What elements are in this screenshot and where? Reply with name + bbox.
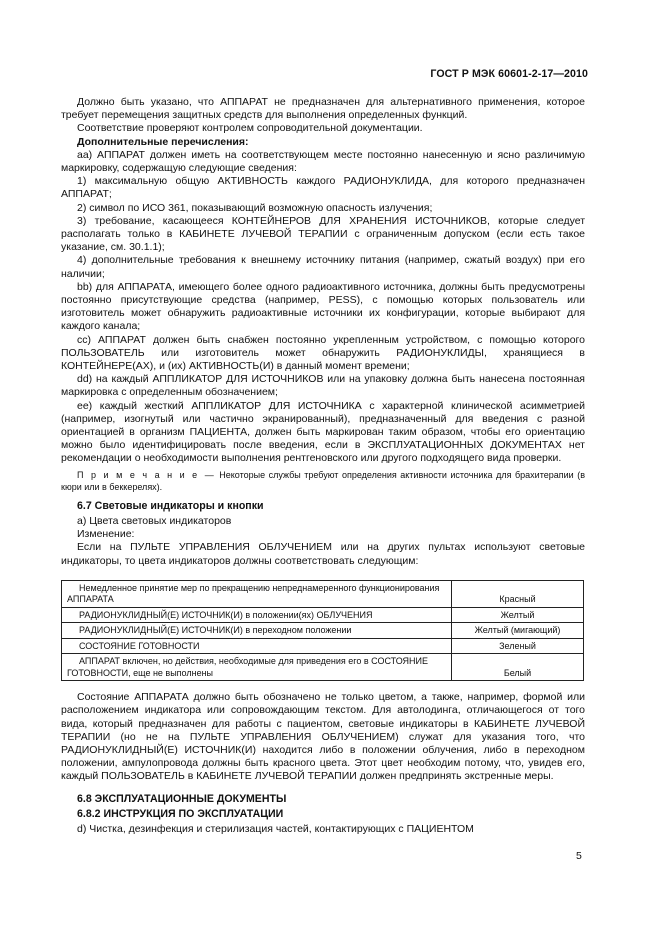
- change-label: Изменение:: [77, 528, 135, 541]
- note-label: П р и м е ч а н и е —: [77, 469, 216, 480]
- indicator-description: РАДИОНУКЛИДНЫЙ(Е) ИСТОЧНИК(И) в положении(ях) ОБЛУЧЕНИЯ: [62, 607, 452, 623]
- indicator-color: Желтый: [452, 607, 584, 623]
- page-content: [61, 96, 585, 836]
- section-6-8-title: 6.8 ЭКСПЛУАТАЦИОННЫЕ ДОКУМЕНТЫ: [77, 792, 287, 805]
- note: [61, 469, 585, 493]
- indicator-description: РАДИОНУКЛИДНЫЙ(Е) ИСТОЧНИК(И) в переходном положении: [62, 623, 452, 639]
- standard-code-header: ГОСТ Р МЭК 60601-2-17—2010: [430, 68, 588, 80]
- indicator-description: Немедленное принятие мер по прекращению непреднамеренного функционирования АППАРАТА: [62, 580, 452, 607]
- list-item: 1) максимальную общую АКТИВНОСТЬ каждого РАДИОНУКЛИДА, для которого предназначен АППАРАТ;: [61, 175, 585, 201]
- section-6-8-2-item-d: d) Чистка, дезинфекция и стерилизация частей, контактирующих с ПАЦИЕНТОМ: [77, 823, 474, 836]
- indicator-color: Желтый (мигающий): [452, 623, 584, 639]
- table-row: [62, 607, 584, 623]
- section-6-7-title: 6.7 Световые индикаторы и кнопки: [77, 499, 264, 512]
- table-row: [62, 580, 584, 607]
- indicator-color: Зеленый: [452, 638, 584, 654]
- list-item: cc) АППАРАТ должен быть снабжен постоянно укрепленным устройством, с помощью которого ПОЛЬЗОВАТЕЛЬ или изготовитель может обнаружить РАДИОНУКЛИДЫ, хранящиеся в КОНТЕЙНЕРЕ(АХ), и (их) АКТИВНОСТЬ(И) в данный момент времени;: [61, 333, 585, 373]
- page-number: 5: [576, 850, 582, 862]
- table-row: [62, 623, 584, 639]
- indicator-description: АППАРАТ включен, но действия, необходимые для приведения его в СОСТОЯНИЕ ГОТОВНОСТИ, еще не выполнены: [62, 654, 452, 681]
- paragraph: Соответствие проверяют контролем сопроводительной документации.: [77, 122, 423, 135]
- section-6-8-2-title: 6.8.2 ИНСТРУКЦИЯ ПО ЭКСПЛУАТАЦИИ: [77, 807, 284, 820]
- section-6-7-item-a: a) Цвета световых индикаторов: [77, 514, 232, 527]
- paragraph: Должно быть указано, что АППАРАТ не предназначен для альтернативного применения, которое требует перемещения защитных средств для выполнения определенных функций.: [61, 96, 585, 122]
- note-text: Некоторые службы требуют определения активности источника для брахитерапии (в кюри или в беккерелях).: [61, 469, 585, 492]
- section-6-7-intro: Если на ПУЛЬТЕ УПРАВЛЕНИЯ ОБЛУЧЕНИЕМ или на других пультах используют световые индикаторы, то цвета индикаторов должны соответствовать следующим:: [61, 541, 585, 567]
- list-item: 2) символ по ИСО 361, показывающий возможную опасность излучения;: [77, 201, 433, 214]
- list-item: ee) каждый жесткий АППЛИКАТОР ДЛЯ ИСТОЧНИКА с характерной клинической асимметрией (например, изогнутый или частично экранированный), предназначенный для введения с разной ориентацией в организм ПАЦИЕНТА, должен быть маркирован таким образом, чтобы его ориентацию можно было идентифицировать после введения, если в ЭКСПЛУАТАЦИОННЫХ ДОКУМЕНТАХ нет рекомендации о необходимости выполнения рентгеновского или другого подходящего вида проверки.: [61, 399, 585, 465]
- list-item: dd) на каждый АППЛИКАТОР ДЛЯ ИСТОЧНИКОВ или на упаковку должна быть нанесена постоянная маркировка с определенным обозначением;: [61, 373, 585, 399]
- paragraph-after-table: Состояние АППАРАТА должно быть обозначено не только цветом, а также, например, формой или расположением индикатора или сопровождающим текстом. Для автолодинга, отличающегося от того вида, который предназначен для работы с пациентом, световые индикаторы в КАБИНЕТЕ ЛУЧЕВОЙ ТЕРАПИИ (но не на ПУЛЬТЕ УПРАВЛЕНИЯ ОБЛУЧЕНИЕМ) служат для указания того, что РАДИОНУКЛИДНЫЙ(Е) ИСТОЧНИК(И) находится либо в положении облучения, либо в переходном положении, ампулопровода должны быть красного цвета. Этот цвет необходим потому, что, увидев его, каждый ПОЛЬЗОВАТЕЛЬ в КАБИНЕТЕ ЛУЧЕВОЙ ТЕРАПИИ должен предпринять экстренные меры.: [61, 691, 585, 783]
- additional-enumerations-heading: Дополнительные перечисления:: [77, 135, 249, 148]
- list-item: 3) требование, касающееся КОНТЕЙНЕРОВ ДЛЯ ХРАНЕНИЯ ИСТОЧНИКОВ, которые следует располагать только в КАБИНЕТЕ ЛУЧЕВОЙ ТЕРАПИИ с ограниченным допуском (если есть такое указание, см. 30.1.1);: [61, 214, 585, 254]
- list-item: bb) для АППАРАТА, имеющего более одного радиоактивного источника, должны быть предусмотрены постоянно присутствующие средства (например, PESS), с помощью которых пользователь или изготовитель может обнаружить радиоактивные источники их конфигурации, которые выбирают для каждого канала;: [61, 280, 585, 333]
- indicator-description: СОСТОЯНИЕ ГОТОВНОСТИ: [62, 638, 452, 654]
- table-row: [62, 654, 584, 681]
- indicator-color: Красный: [452, 580, 584, 607]
- indicator-color-table: [61, 580, 584, 682]
- list-item: aa) АППАРАТ должен иметь на соответствующем месте постоянно нанесенную и ясно различимую маркировку, содержащую следующие сведения:: [61, 148, 585, 175]
- table-row: [62, 638, 584, 654]
- list-item: 4) дополнительные требования к внешнему источнику питания (например, сжатый воздух) при его наличии;: [61, 254, 585, 280]
- indicator-color: Белый: [452, 654, 584, 681]
